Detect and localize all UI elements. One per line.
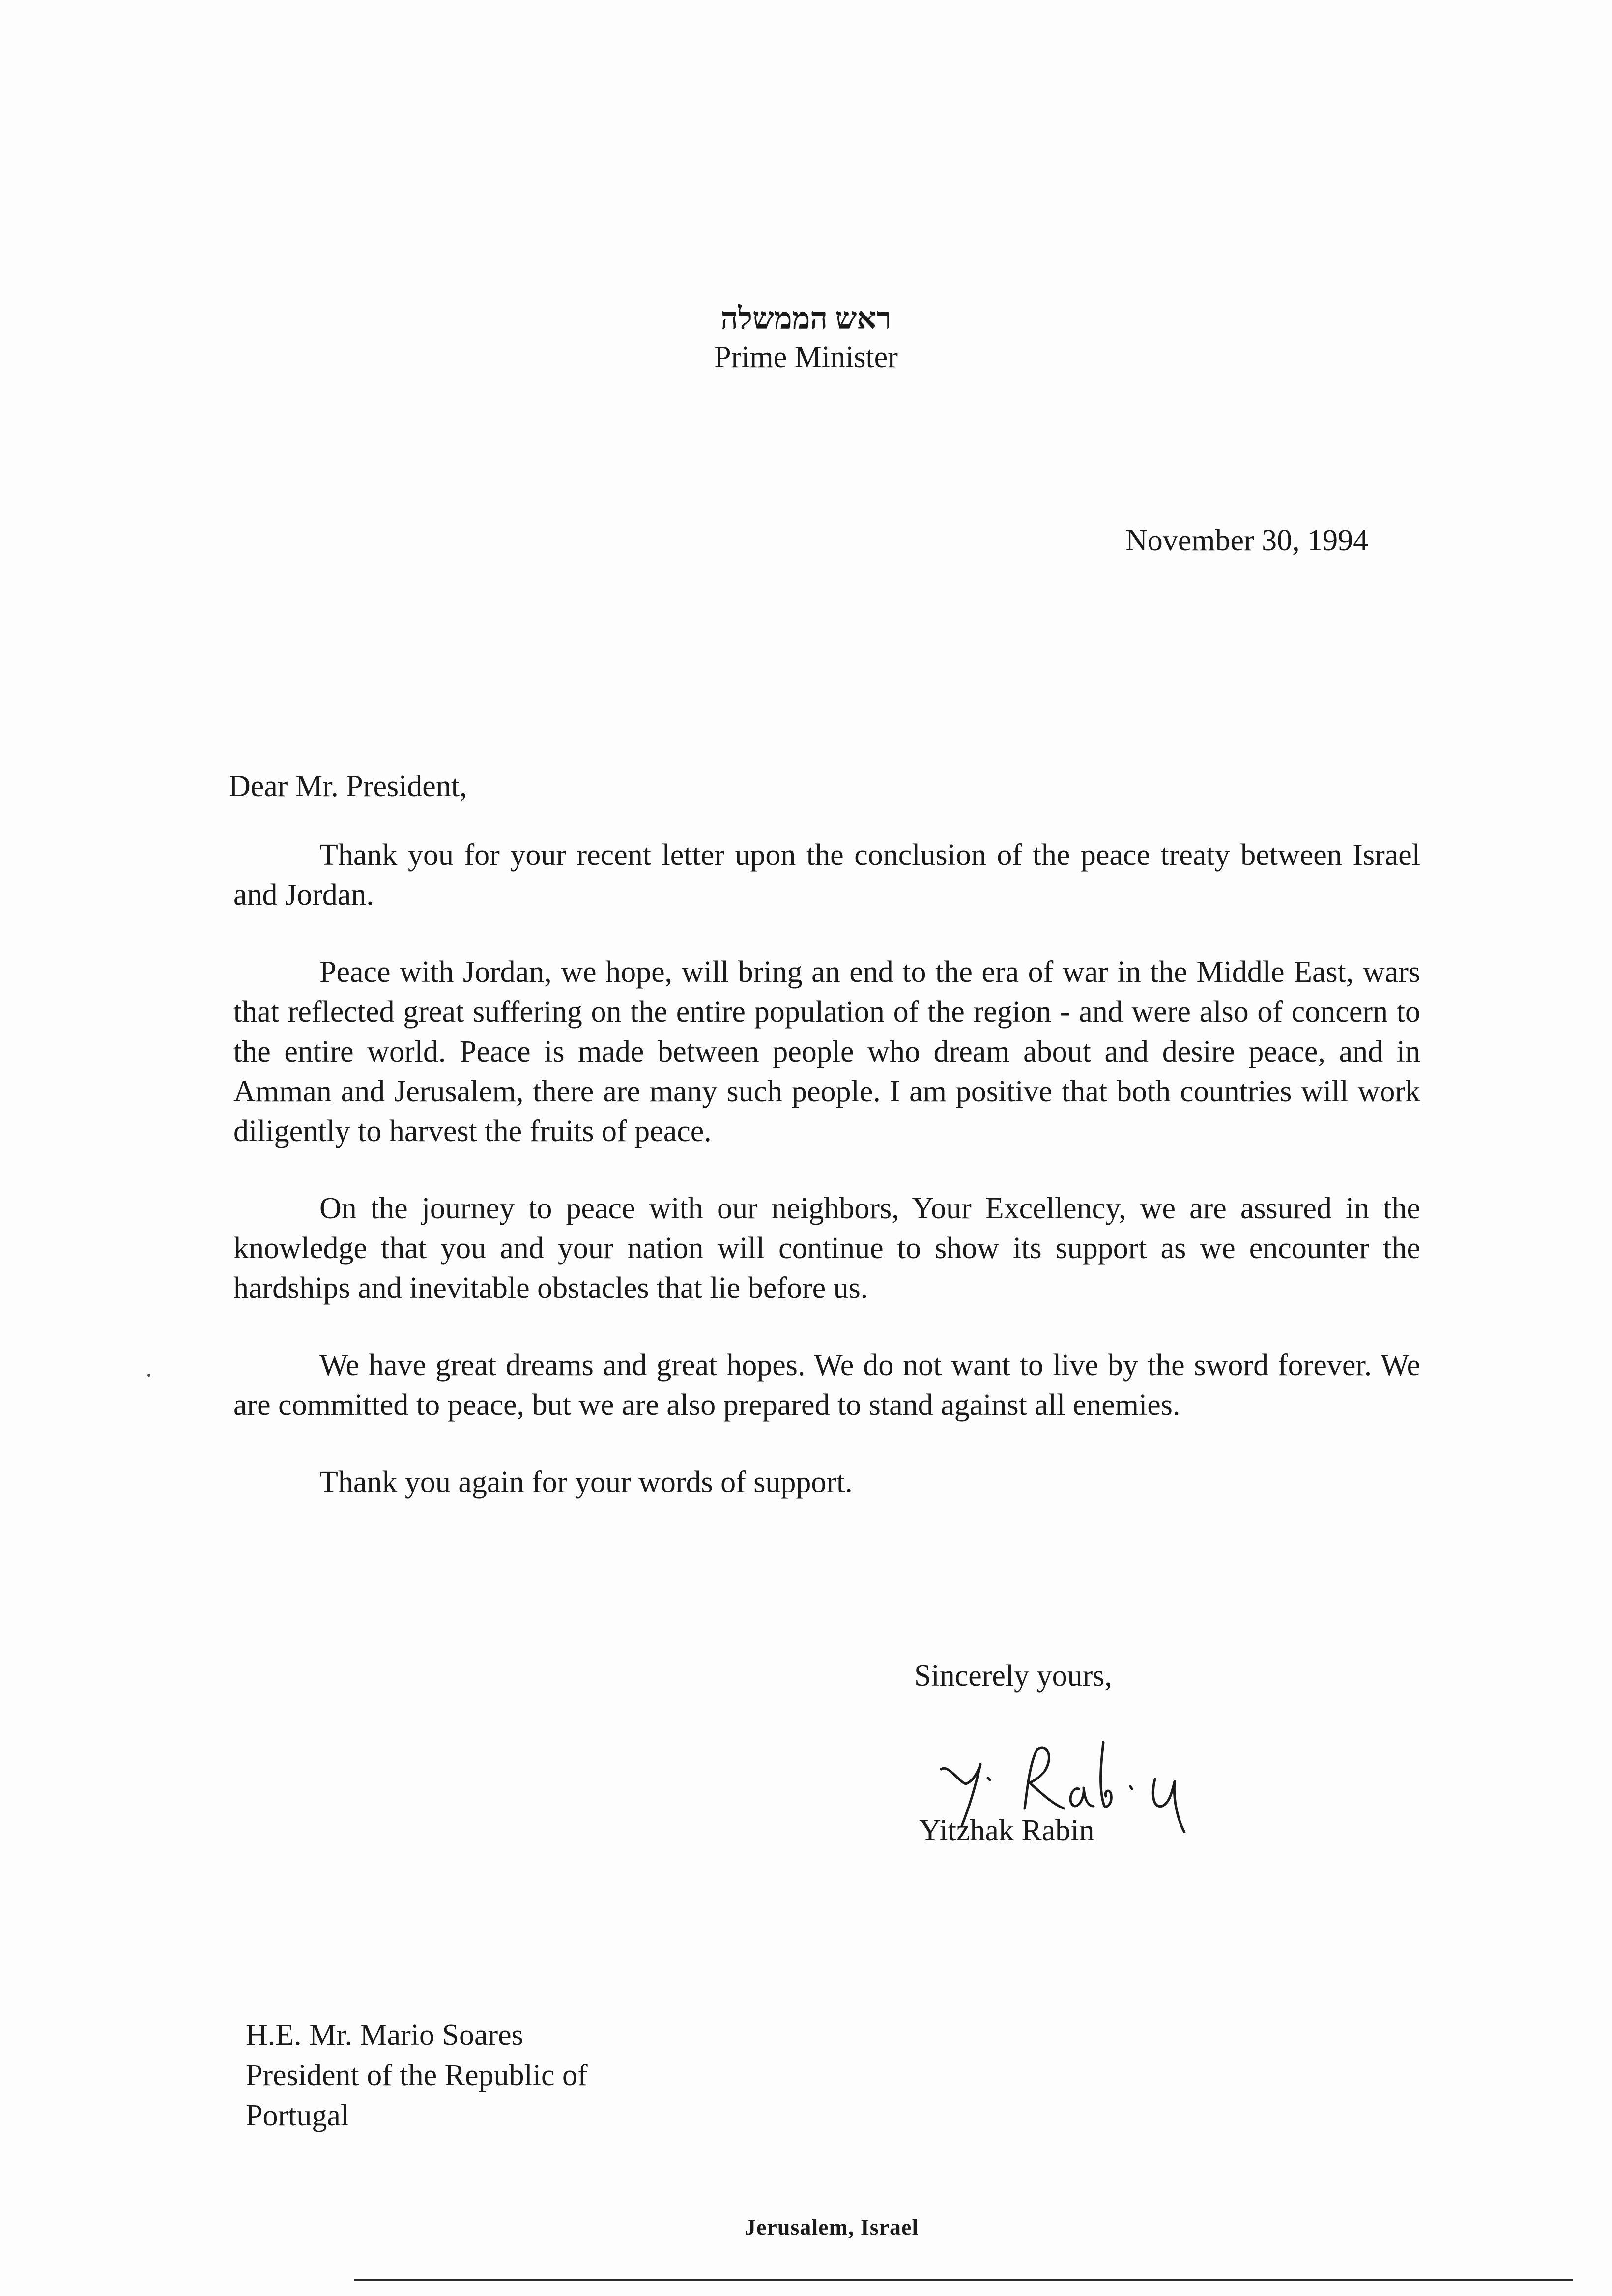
scan-speck (147, 1374, 150, 1377)
recipient-line-2: President of the Republic of (246, 2059, 588, 2092)
letter-body (233, 835, 1420, 1540)
paragraph-3: On the journey to peace with our neighbors, Your Excellency, we are assured in the knowledge that you and your nation will continue to show its support as we encounter the hardships and inevitable obstacles that lie before us. (233, 1192, 1420, 1305)
letterhead (678, 300, 934, 376)
letterhead-title: Prime Minister (714, 341, 898, 374)
signer-name: Yitzhak Rabin (919, 1814, 1094, 1847)
recipient-line-1: H.E. Mr. Mario Soares (246, 2018, 523, 2052)
paragraph-5: Thank you again for your words of support. (319, 1465, 853, 1499)
recipient-block (246, 2015, 588, 2136)
letter-date: November 30, 1994 (1125, 524, 1369, 557)
paragraph-1: Thank you for your recent letter upon the conclusion of the peace treaty between Israel and Jordan. (233, 838, 1420, 912)
letterhead-hebrew: ראש הממשלה (720, 302, 892, 336)
closing: Sincerely yours, (914, 1659, 1112, 1693)
paragraph-2: Peace with Jordan, we hope, will bring an end to the era of war in the Middle East, wars that reflected great suffering on the entire population of the region - and were also of concern to the entire world. Peace is made between people who dream about and desire peace, and in Amman and Jerusalem, there are many such people. I am positive that both countries will work diligently to harvest the fruits of peace. (233, 955, 1420, 1148)
footer-rule (354, 2279, 1573, 2281)
paragraph-4: We have great dreams and great hopes. We do not want to live by the sword forever. We are committed to peace, but we are also prepared to stand against all enemies. (233, 1349, 1420, 1422)
footer-location: Jerusalem, Israel (745, 2214, 919, 2239)
recipient-line-3: Portugal (246, 2099, 349, 2132)
salutation: Dear Mr. President, (229, 770, 467, 803)
